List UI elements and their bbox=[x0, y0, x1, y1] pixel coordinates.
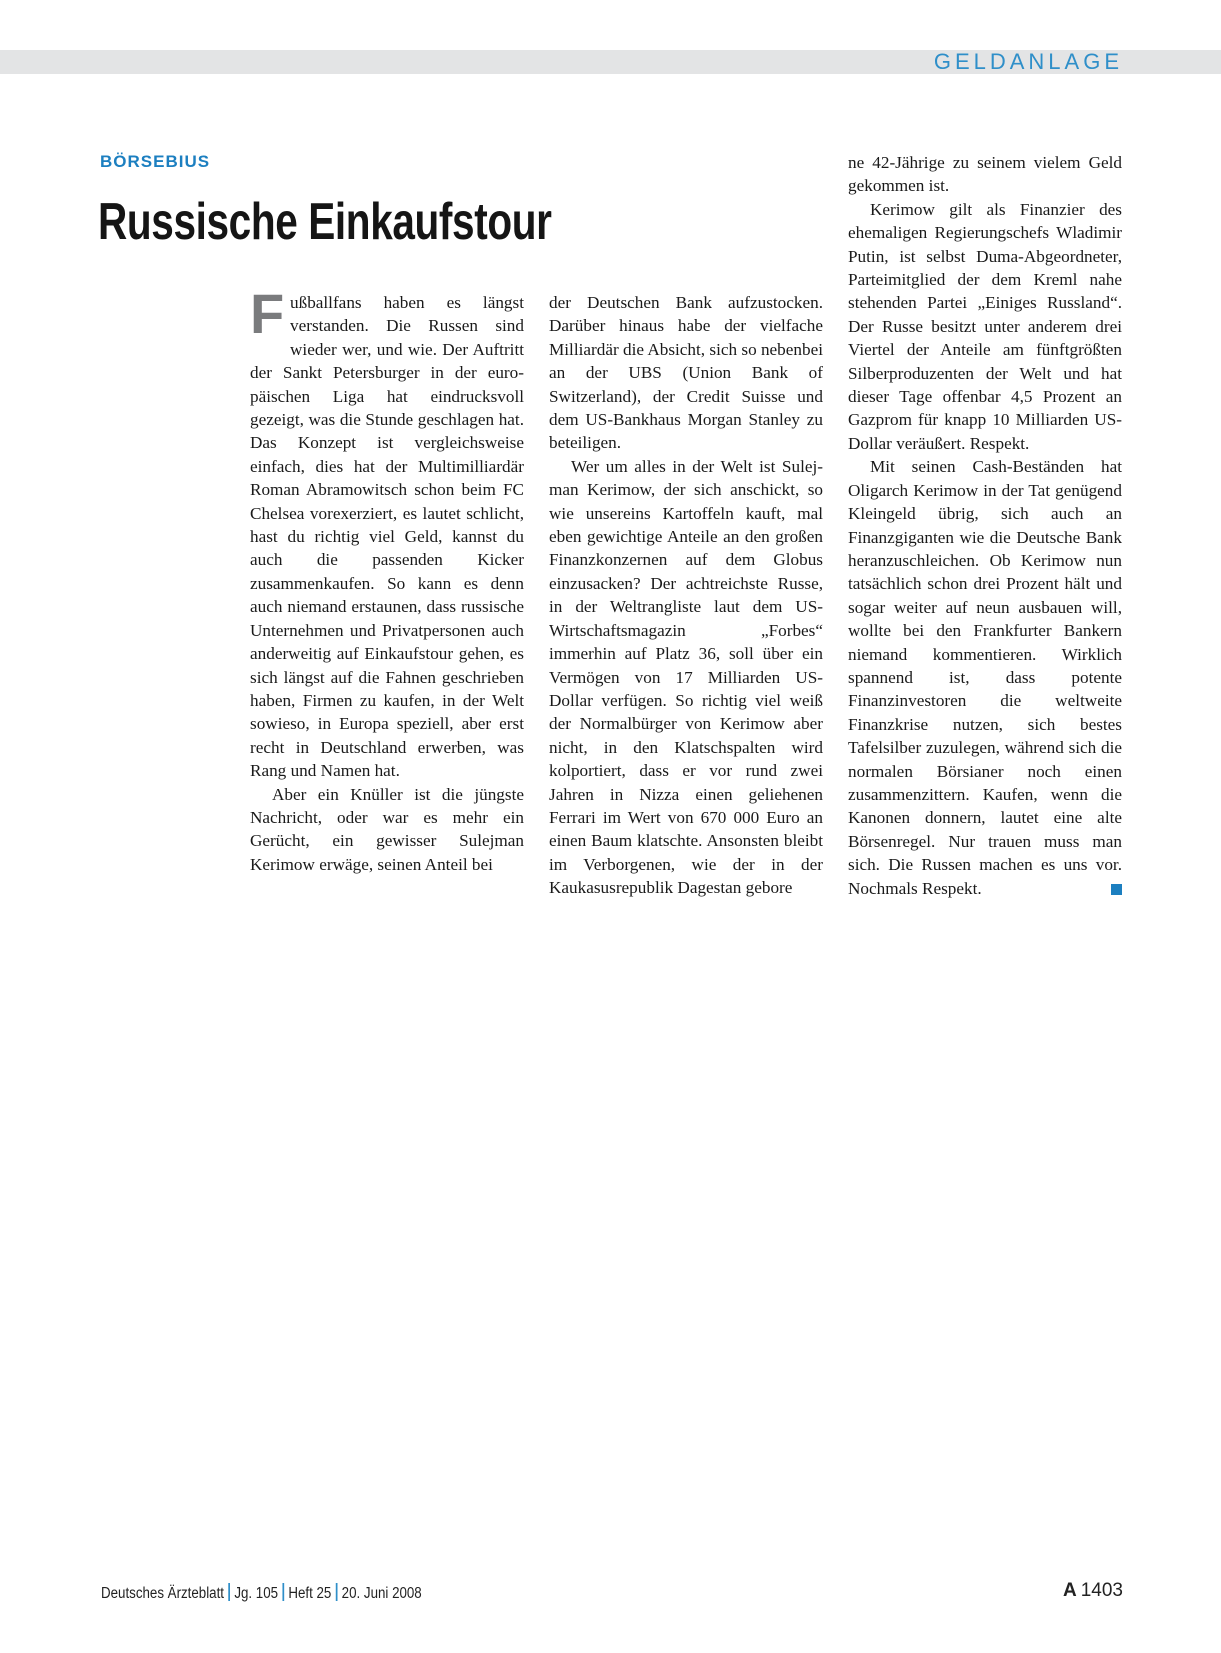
paragraph: ne 42-Jährige zu seinem vielem Geld gekommen ist. bbox=[848, 153, 1122, 196]
paragraph-text: Mit seinen Cash-Beständen hat Oligarch Kerimow in der Tat genügend Kleingeld übrig, sich auch an Finanzgiganten wie die Deutsche Bank heranzuschleichen. Ob Kerimow nun tatsächlich schon drei Prozent hält und sogar weiter auf neun ausbauen will, wollte bei den Frankfurter Bankern niemand kommentieren. Wirklich spannend ist, dass potente Finanzinvestoren die weltweite Finanzkrise nutzen, sich bestes Tafelsilber zuzulegen, während sich die normalen Börsianer noch einen zusammenzittern. Kaufen, wenn die Kanonen donnern, lautet eine alte Börsenregel. Nur trauen muss man sich. Die Russen machen es uns vor. Nochmals Respekt. bbox=[848, 457, 1122, 898]
page-number bbox=[1063, 1580, 1123, 1602]
issue-date: 20. Juni 2008 bbox=[341, 1585, 422, 1602]
paragraph-text: ußballfans haben es längst verstanden. Die Russen sind wieder wer, und wie. Der Auftritt der Sankt Petersburger in der europäischen Liga hat eindrucksvoll gezeigt, was die Stunde geschlagen hat. Das Konzept ist vergleichsweise einfach, dies hat der Multimilliardär Roman Abramowitsch schon beim FC Chelsea vorexerziert, es lautet schlicht, hast du richtig viel Geld, kannst du auch die passenden Kicker zusammenkaufen. So kann es denn auch niemand erstaunen, dass russische Unternehmen und Privatpersonen auch anderweitig auf Einkaufstour gehen, es sich längst auf die Fahnen geschrieben haben, Firmen zu kaufen, in der Welt sowieso, in Europa speziell, aber erst recht in Deutschland erwerben, was Rang und Namen hat. bbox=[250, 293, 524, 781]
journal-name: Deutsches Ärzteblatt bbox=[101, 1585, 224, 1602]
text-column-2 bbox=[549, 291, 823, 900]
paragraph: Aber ein Knüller ist die jüngste Nachricht, oder war es mehr ein Gerücht, ein gewisser Sulejman Kerimow erwäge, seinen Anteil bei bbox=[250, 784, 524, 874]
article-kicker: BÖRSEBIUS bbox=[100, 152, 211, 171]
volume: Jg. 105 bbox=[234, 1585, 279, 1602]
page-number-value: 1403 bbox=[1080, 1580, 1123, 1601]
text-column-3 bbox=[848, 151, 1122, 900]
section-label: GELDANLAGE bbox=[933, 49, 1123, 74]
text-column-1 bbox=[250, 282, 524, 876]
paragraph: Kerimow gilt als Finanzier des ehemaligen Regierungschefs Wladimir Putin, ist selbst Duma-Abgeordneter, Parteimitglied der dem Kreml nahe stehenden Partei „Einiges Russland“. Der Russe besitzt unter anderem drei Viertel der Anteile am fünftgrößten Silberproduzenten der Welt und hat dieser Tage offenbar 4,5 Prozent an Gazprom für knapp 10 Milliarden US-Dollar veräußert. Respekt. bbox=[848, 199, 1122, 453]
issue: Heft 25 bbox=[288, 1585, 332, 1602]
paragraph: Wer um alles in der Welt ist Sulejman Kerimow, der sich anschickt, so wie unsereins Kartoffeln kauft, mal eben gewichtige Anteile an den großen Finanzkonzernen auf dem Globus einzusacken? Der achtreichste Russe, in der Weltrangliste laut dem US-Wirtschaftsmagazin „Forbes“ immerhin auf Platz 36, soll über ein Vermögen von 17 Milliarden US-Dollar verfügen. So richtig viel weiß der Normalbürger von Kerimow aber nicht, in den Klatschspalten wird kolportiert, dass er vor rund zwei Jahren in Nizza einen geliehenen Ferrari im Wert von 670 000 Euro an einen Baum klatschte. Ansonsten bleibt im Verborgenen, wie der in der Kaukasusrepublik Dagestan gebore bbox=[549, 456, 823, 898]
paragraph bbox=[848, 455, 1122, 900]
article-title: Russische Einkaufstour bbox=[98, 193, 552, 251]
divider bbox=[228, 1583, 230, 1601]
divider bbox=[336, 1583, 338, 1601]
page-prefix: A bbox=[1062, 1580, 1077, 1601]
paragraph: der Deutschen Bank aufzustocken. Darüber hinaus habe der vielfache Milliardär die Absicht, sich so nebenbei an der UBS (Union Bank of Switzerland), der Credit Suisse und dem US-Bankhaus Morgan Stanley zu beteiligen. bbox=[549, 293, 823, 453]
end-of-article-square-icon bbox=[1111, 884, 1122, 895]
footer-citation bbox=[101, 1583, 422, 1603]
paragraph bbox=[250, 282, 524, 783]
drop-cap: F bbox=[250, 282, 285, 345]
divider bbox=[282, 1583, 284, 1601]
